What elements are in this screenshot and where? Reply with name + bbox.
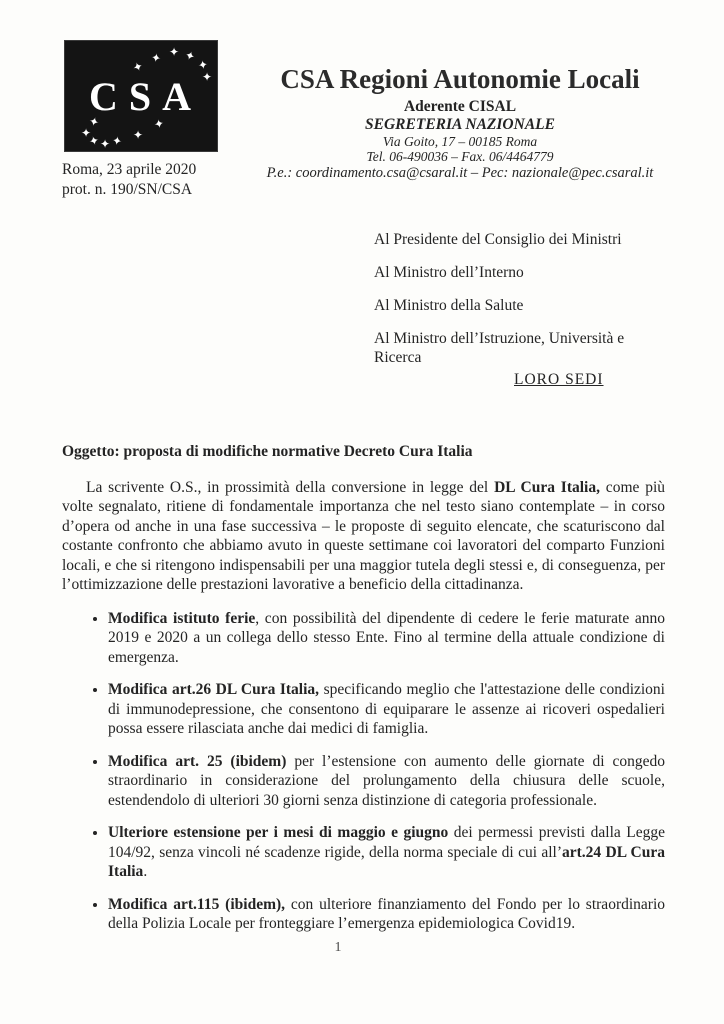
star-icon: ✦ — [130, 58, 146, 76]
star-icon: ✦ — [87, 113, 101, 131]
subject-line: Oggetto: proposta di modifiche normative Decreto Cura Italia — [62, 443, 473, 460]
phone-fax-line: Tel. 06-490036 – Fax. 06/4464779 — [366, 149, 554, 165]
bullet-item: • Modifica art.26 DL Cura Italia, specificando meglio che l'attestazione delle condizioni di immunodepressione, che consentono di equiparare le assenze ai ricoveri ospedalieri possa essere rilasciata anche dai medici di famiglia. — [108, 680, 665, 739]
intro-paragraph: La scrivente O.S., in prossimità della conversione in legge del DL Cura Italia, come più volte segnalato, ritiene di fondamentale importanza che nel testo siano contemplate – in corso d’opera od anche in una fase successiva – le proposte di seguito elencate, che scaturiscono dal costante confronto che abbiamo avuto in queste settimane coi lavoratori del comparto Funzioni locali, e che si ritengono indispensabili per una maggior tutela degli stessi e, di conseguenza, per l’ottimizzazione delle prestazioni lavorative a beneficio della cittadinanza. — [62, 478, 665, 593]
bullet-list — [62, 609, 665, 934]
letter-body — [62, 442, 665, 947]
division-line: SEGRETERIA NAZIONALE — [365, 115, 555, 133]
star-icon: ✦ — [81, 126, 92, 140]
bullet-item: • Ulteriore estensione per i mesi di maggio e giugno dei permessi previsti dalla Legge 104/92, senza vincoli né scadenze rigide, della norma speciale di cui all’art.24 DL Cura Italia. — [108, 823, 665, 882]
recipient: Al Ministro dell’Istruzione, Università e Ricerca — [374, 330, 625, 366]
csa-logo — [64, 40, 218, 152]
protocol-line: prot. n. 190/SN/CSA — [62, 181, 193, 198]
letterhead — [208, 64, 712, 181]
date-line: Roma, 23 aprile 2020 — [62, 161, 197, 178]
date-block — [62, 160, 196, 200]
org-name: CSA Regioni Autonomie Locali — [280, 64, 640, 94]
star-icon: ✦ — [110, 133, 124, 149]
star-icon: ✦ — [196, 57, 210, 73]
email-line: P.e.: coordinamento.csa@csaral.it – Pec: nazionale@pec.csaral.it — [266, 164, 654, 181]
bullet-item: • Modifica art. 25 (ibidem) per l’estensione con aumento delle giornate di congedo straordinario in considerazione del prolungamento della chiusura delle scuole, estendendolo di ulteriori 30 giorni senza distinzione di categoria professionale. — [108, 752, 665, 811]
star-icon: ✦ — [133, 128, 144, 142]
star-icon: ✦ — [87, 132, 101, 150]
star-icon: ✦ — [182, 47, 198, 65]
bullet-item: • Modifica istituto ferie, con possibilità del dipendente di cedere le ferie maturate anno 2019 e 2020 a un collega dello stesso Ente. Fino al termine della attuale condizione di emergenza. — [108, 609, 665, 668]
star-icon: ✦ — [100, 137, 111, 151]
recipient: Al Presidente del Consiglio dei Ministri — [374, 231, 622, 248]
star-icon: ✦ — [202, 70, 213, 84]
loro-sedi-label: LORO SEDI — [514, 371, 604, 388]
star-icon: ✦ — [169, 45, 180, 59]
page-number: 1 — [334, 940, 342, 955]
bullet-item: • Modifica art.115 (ibidem), con ulteriore finanziamento del Fondo per lo straordinario della Polizia Locale per fronteggiare l’emergenza epidemiologica Covid19. — [108, 895, 665, 934]
recipient: Al Ministro dell’Interno — [374, 264, 524, 281]
recipient: Al Ministro della Salute — [374, 297, 524, 314]
address-line: Via Goito, 17 – 00185 Roma — [382, 133, 538, 149]
affiliation-line: Aderente CISAL — [403, 98, 517, 116]
star-icon: ✦ — [149, 50, 163, 66]
csa-logo-text: CSA — [89, 74, 203, 119]
recipients-list — [374, 230, 674, 381]
star-icon: ✦ — [152, 116, 166, 132]
